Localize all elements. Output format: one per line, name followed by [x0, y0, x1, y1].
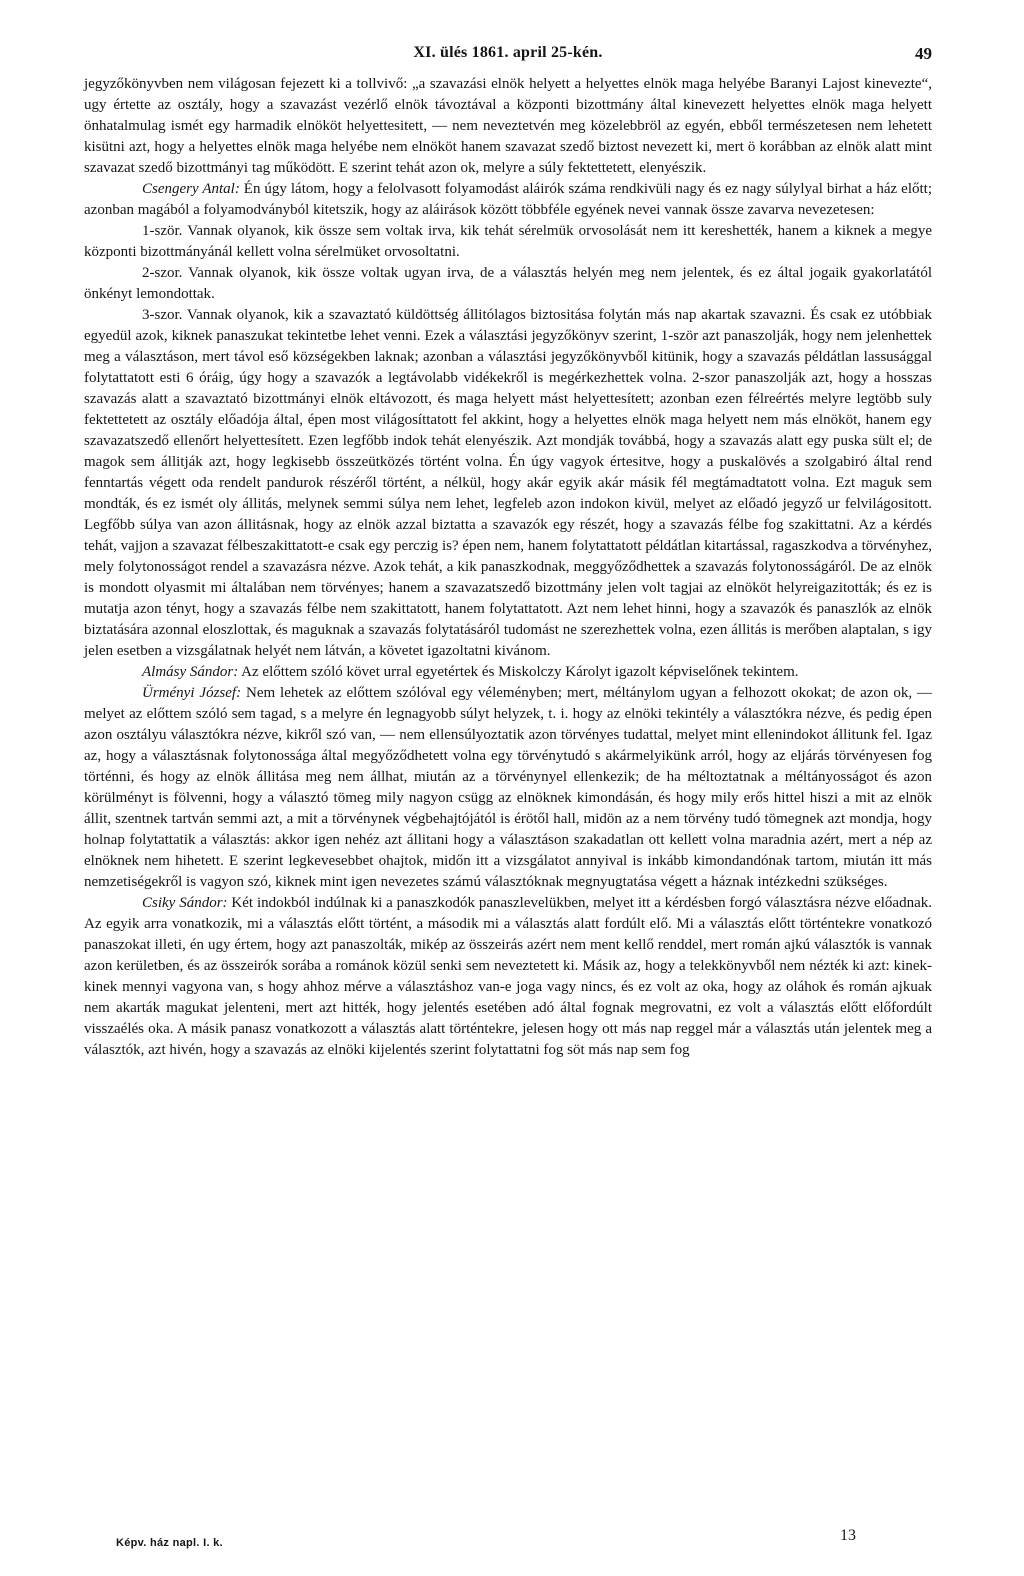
page-header: [84, 44, 932, 66]
speaker-name: Csengery Antal:: [142, 181, 240, 197]
paragraph-text: jegyzőkönyvben nem világosan fejezett ki a tollvivő: „a szavazási elnök helyett a helyettes elnök maga helyébe Baranyi Lajost kinevezte“, ugy értette az osztály, hogy a szavazást vezérlő elnök távoztával a központi bizottmány által kinevezett helyettes elnök maga helyett önhatalmulag ismét egy harmadik elnököt helyettesitett, — nem neveztetvén meg közelebbröl az egyén, ebből természetesen nem lehetett kisütni azt, hogy a helyettes elnök maga helyébe nem elnököt hanem szavazat szedő biztost nevezett ki, mert ö korábban az elnök alatt mint szavazat szedő bizottmányi tag működött. E szerint tehát azon ok, melyre a súly fektettetett, elenyészik.: [84, 76, 932, 176]
paragraph: [84, 305, 932, 662]
paragraph-text: Az előttem szóló követ urral egyetértek és Miskolczy Károlyt igazolt képviselőnek tekintem.: [238, 664, 799, 680]
page-footer: [116, 1527, 856, 1559]
paragraph-text: 1-ször. Vannak olyanok, kik össze sem voltak irva, kik tehát sérelmük orvosolását nem itt kereshették, hanem a kiknek a megye központi bizottmányánál kellett volna sérelmüket orvosoltatni.: [84, 223, 932, 260]
paragraph: [84, 74, 932, 179]
footer-signature: Képv. ház napl. I. k.: [116, 1537, 223, 1549]
speaker-name: Ürményi József:: [142, 685, 242, 701]
paragraph-text: Két indokból indúlnak ki a panaszkodók panaszlevelükben, melyet itt a kérdésben forgó választásra nézve előadnak. Az egyik arra vonatkozik, mi a választás előtt történt, a második mi a választás alatt fordúlt elő. Mi a választás előtt történtekre vonatkozó panaszokat illeti, én ugy értem, hogy azt panaszolták, mikép az összeirás azért nem ment kellő renddel, mert román ajkú választók is vannak azon kerületben, és az összeirók sorába a románok közül senki sem neveztetett ki. Másik az, hogy a telekkönyvből nem nézték ki azt: kinek-kinek mennyi vagyona van, s hogy ahhoz mérve a választáshoz van-e joga vagy nincs, és ez volt az oka, hogy az oláhok és román ajkuak nem akarták magukat jelenteni, mert azt hitték, hogy jelentés esetében adó által fognak megrovatni, ez volt a választás előtt előfordúlt visszaélés oka. A másik panasz vonatkozott a választás alatt történtekre, jelesen hogy ott más nap reggel már a választás után jelentek meg a választók, azt hivén, hogy a szavazás az elnöki kijelentés szerint folytattatni fog söt más nap sem fog: [84, 895, 932, 1058]
header-title: XI. ülés 1861. april 25-kén.: [413, 44, 603, 61]
body-text: [84, 74, 932, 1061]
speaker-name: Almásy Sándor:: [142, 664, 239, 680]
paragraph-text: 3-szor. Vannak olyanok, kik a szavaztató küldöttség állitólagos biztositása folytán más nap akartak szavazni. És csak ez utóbbiak egyedül azok, kiknek panaszukat tekintetbe lehet venni. Ezek a választási jegyzőkönyv szerint, 1-ször azt panaszolják, hogy nem jelenhettek meg a választáson, mert távol eső községekben laknak; azonban a választási jegyzőkönyvből kitünik, hogy a szavazás példátlan lassusággal folytattatott esti 6 óráig, úgy hogy a szavazók a legtávolabb vidékekről is megérkezhettek volna. 2-szor panaszolják azt, hogy a hosszas szavazás alatt a szavaztató bizottmányi elnök eltávozott, és maga helyett mást helyettesített; azonban ezen félreértés melyre legtöbb suly fektettetett az osztály előadója által, épen most világosíttatott fel akkint, hogy a helyettes elnök maga helyett nem más elnököt, hanem egy szavazatszedő ellenőrt helyettesített. Ezen legfőbb indok tehát elenyészik. Azt mondják továbbá, hogy a szavazás alatt egy puska sült el; de magok sem állitják azt, hogy legkisebb összeütközés történt volna. Én úgy vagyok értesitve, hogy a puskalövés a szolgabiró által rend fenntartás végett oda rendelt pandurok részéről történt, a nélkül, hogy akár egyik akár másik fél megtámadtatott volna. Ezt maguk sem mondták, és ez ismét oly állitás, melynek semmi súlya nem lehet, legfeleb azon indokon kivül, melyet az előadó jegyző ur felvilágositott. Legfőbb súlya van azon állitásnak, hogy az elnök azzal biztatta a szavazók egy részét, hogy a szavazás félbe fog szakittatni. Az a kérdés tehát, vajjon a szavazat félbeszakittatott-e csak egy perczig is? épen nem, hanem folytattatott példátlan kitartással, ragaszkodva a törvényhez, mely folytonosságot rendel a szavazásra nézve. Azok tehát, a kik panaszkodnak, meggyőződhettek a szavazás folytonosságáról. De az elnök is mondott olyasmit mi általában nem törvényes; hanem a szavazatszedő bizottmány jelen volt tagjai az elnököt helyreigazitották; és ez is mutatja azon tényt, hogy a szavazás félbe nem szakittatott, hanem folytattatott. Azt nem lehet hinni, hogy a szavazók és panaszlók az elnök biztatására azonnal eloszlottak, és maguknak a szavazás folytatásáról tudomást ne szerezhettek volna, ezen állitás is merőben alaptalan, s igy jelen esetben a vizsgálatnak helyét nem látván, a követet igazoltatni kivánom.: [84, 307, 932, 659]
page-number: 49: [915, 44, 932, 63]
paragraph-text: Én úgy látom, hogy a felolvasott folyamodást aláirók száma rendkivüli nagy és ez nagy súlylyal birhat a ház előtt; azonban magából a folyamodványból kitetszik, hogy az aláirások között többféle egyének nevei vannak össze zavarva nevezetesen:: [84, 181, 933, 218]
paragraph: [84, 221, 932, 263]
speaker-name: Csiky Sándor:: [142, 895, 228, 911]
paragraph-text: 2-szor. Vannak olyanok, kik össze voltak ugyan irva, de a választás helyén meg nem jelentek, és ez által jogaik gyakorlatától önkényt lemondottak.: [84, 265, 932, 302]
sheet-number: 13: [840, 1527, 856, 1544]
paragraph: [84, 893, 932, 1061]
paragraph-text: Nem lehetek az előttem szólóval egy véleményben; mert, méltánylom ugyan a felhozott okokat; de azon ok, — melyet az előttem szóló sem tagad, s a melyre én legnagyobb súlyt helyzek, t. i. hogy az elnöki tekintély a választókra nézve, és pedig épen azon osztályu választókra nézve, kikről szó van, — nem ellensúlyoztatik azon törvényes tudattal, melyet mint ellenindokot állitunk fel. Igaz az, hogy a választásnak folytonossága által megyőződhetett volna egy törvénytudó s akármelyikünk arról, hogy az eljárás törvényesen fog történni, és hogy az elnök állitása meg nem állhat, miután az a törvénynyel ellenkezik; de ha méltoztatnak a méltányosságot és azon körülményt is fölvenni, hogy a választó tömeg mily nagyon csügg az elnöknek kimondásán, és hogy mily erős hittel hiszi a mit az elnök állit, szentnek tartván semmi azt, a mit a törvénynek végbehajtójától is érötől hall, midön az a nem törvény tudó tömegnek azt mondja, hogy holnap folytattatik a választás: akkor igen nehéz azt állitani hogy a választáson szakadatlan ott kellett volna maradnia azért, mert a nép az elnöknek nem hihetett. E szerint legkevesebbet ohajtok, midőn itt a vizsgálatot annyival is inkább kimondandónak tartom, miután itt más nemzetiségekről is vagyon szó, kiknek mint igen nevezetes számú választóknak megnyugtatása végett a háznak intézkedni szükséges.: [84, 685, 932, 890]
paragraph: [84, 683, 932, 893]
paragraph: [84, 179, 932, 221]
paragraph: [84, 263, 932, 305]
paragraph: [84, 662, 932, 683]
